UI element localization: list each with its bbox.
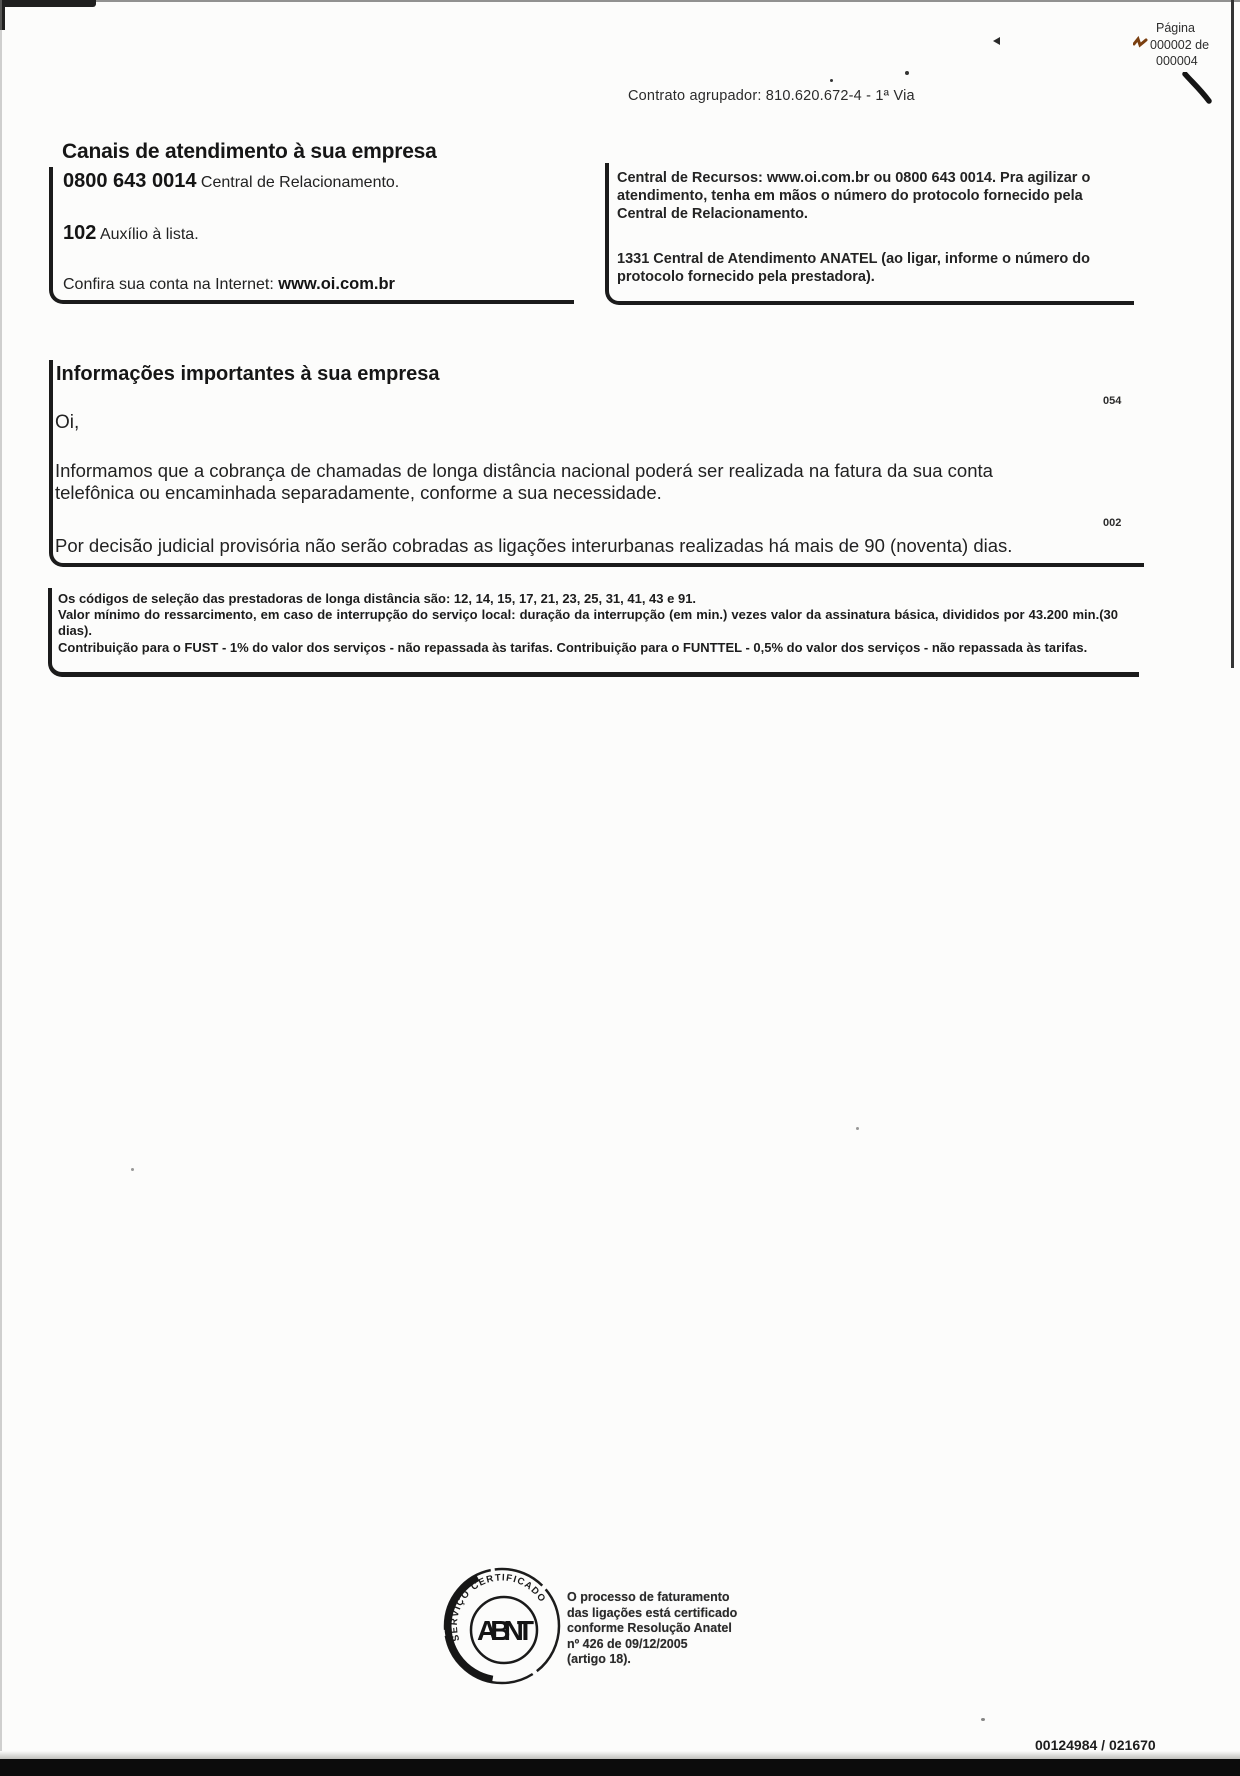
info-paragraph-1: Informamos que a cobrança de chamadas de longa distância nacional poderá ser realizada na fatura da sua conta telefônica ou encaminhada separadamente, conforme a sua necessidade.	[55, 460, 993, 503]
info-code-054: 054	[1103, 395, 1122, 407]
print-mark-triangle-icon	[993, 37, 1000, 45]
certification-line: das ligações está certificado	[567, 1605, 738, 1620]
document-code: 00124984 / 021670	[1035, 1737, 1156, 1753]
seal-center-text: ABNT	[477, 1615, 531, 1646]
fine-print-line-3: Contribuição para o FUST - 1% do valor dos serviços - não repassada às tarifas. Contribuição para o FUNTTEL - 0,5% do valor dos serviços - não repassada às tarifas.	[58, 639, 1088, 655]
channels-internet-row	[63, 275, 395, 294]
abnt-seal	[437, 1560, 567, 1692]
fine-print-line-2: Valor mínimo do ressarcimento, em caso de interrupção do serviço local: duração da interrupção (em min.) vezes valor da assinatura básica, divididos por 43.200 min.(30 dias).	[58, 607, 1118, 639]
scan-edge-right-line	[1231, 0, 1234, 668]
scan-speck	[830, 79, 833, 82]
resources-paragraph-1: Central de Recursos: www.oi.com.br ou 0800 643 0014. Pra agilizar o atendimento, tenha em mãos o número do protocolo fornecido pela Central de Relacionamento.	[617, 170, 1091, 222]
scan-speck	[981, 1718, 985, 1721]
scan-speck	[856, 1127, 859, 1130]
certification-text-block	[567, 1590, 737, 1668]
info-greeting: Oi,	[55, 412, 80, 433]
channels-box-title: Canais de atendimento à sua empresa	[62, 140, 437, 163]
info-code-002: 002	[1103, 517, 1122, 529]
certification-line: conforme Resolução Anatel	[567, 1621, 732, 1636]
phone-main-number: 0800 643 0014	[63, 170, 197, 192]
phone-main-desc: Central de Relacionamento.	[196, 174, 400, 191]
page-label: Página	[1156, 21, 1195, 35]
channels-phone-main-row	[63, 170, 399, 193]
page-number-total: 000004	[1156, 54, 1198, 68]
info-section-title: Informações importantes à sua empresa	[56, 363, 440, 385]
pen-check-mark-icon	[1133, 36, 1148, 49]
info-paragraph-2: Por decisão judicial provisória não serão cobradas as ligações interurbanas realizadas há mais de 90 (noventa) dias.	[55, 535, 1013, 556]
certification-line: (artigo 18).	[567, 1652, 631, 1667]
page-number-current: 000002 de	[1150, 37, 1210, 52]
scan-edge-top-left	[0, 0, 96, 7]
fine-print-line-1: Os códigos de seleção das prestadoras de longa distância são: 12, 14, 15, 17, 21, 23, 25, 31, 41, 43 e 91.	[58, 591, 697, 606]
phone-list-number: 102	[63, 222, 97, 244]
certification-line: O processo de faturamento	[567, 1590, 730, 1604]
scan-edge-left	[0, 0, 2, 1776]
phone-list-desc: Auxílio à lista.	[96, 226, 199, 243]
scan-speck	[131, 1168, 134, 1171]
certification-line: nº 426 de 09/12/2005	[567, 1636, 688, 1651]
fine-print-block	[58, 591, 1118, 656]
internet-label: Confira sua conta na Internet:	[63, 276, 279, 293]
resources-paragraph-2: 1331 Central de Atendimento ANATEL (ao ligar, informe o número do protocolo fornecido pela prestadora).	[617, 251, 1090, 285]
pen-stroke-mark-icon	[1182, 72, 1214, 104]
contract-line: Contrato agrupador: 810.620.672-4 - 1ª Via	[628, 88, 915, 104]
scan-bottom-bar	[0, 1759, 1240, 1776]
scan-speck	[905, 71, 909, 75]
seal-arc-text: SERVIÇO CERTIFICADO	[448, 1572, 548, 1643]
channels-phone-list-row	[63, 222, 199, 245]
internet-url: www.oi.com.br	[278, 275, 395, 293]
scan-edge-top	[0, 0, 1240, 2]
page-number-block	[1150, 20, 1209, 70]
